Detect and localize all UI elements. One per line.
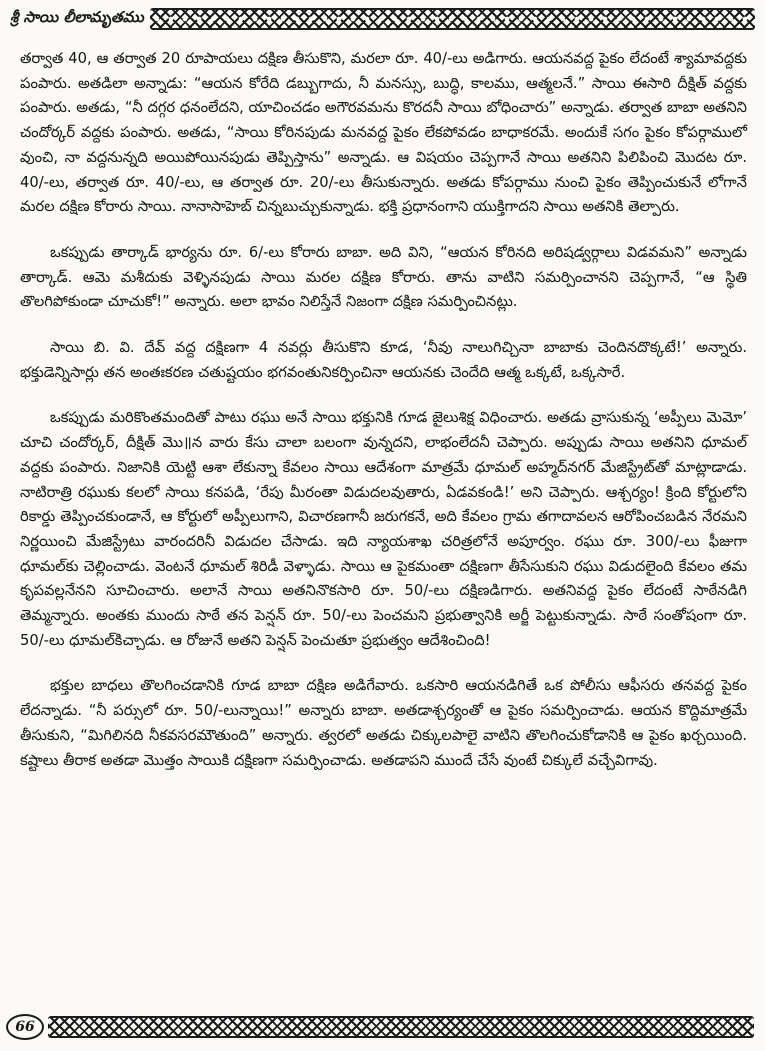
paragraph: భక్తుల బాధలు తొలగించడానికి గూడ బాబా దక్షిణ అడిగేవారు. ఒకసారి ఆయనడిగితే ఒక పోలీసు ఆఫీసరు తనవద్ద పైకం లేదన్నాడు. “నీ పర్సులో రూ. 50/-లున్నాయి!” అన్నారు బాబా. అతడాశ్చర్యంతో ఆ పైకం సమర్పించాడు. ఆయన కొద్దిమాత్రమే తీసుకుని, “మిగిలినది నీకవసరమౌతుంది” అన్నారు. త్వరలో అతడు చిక్కులపాలై వాటిని తొలగించుకోడానికి ఆ పైకం ఖర్చయింది. కష్టాలు తీరాక అతడా మొత్తం సాయికి దక్షిణగా సమర్పించాడు. అతడాపని ముందే చేసే వుంటే చిక్కులే వచ్చేవిగావు. (20, 677, 747, 769)
running-header (10, 6, 755, 32)
paragraph: ఒకప్పుడు తార్కాడ్ భార్యను రూ. 6/-లు కోరారు బాబా. అది విని, “ఆయన కోరినది అరిషడ్వర్గాలు విడవమని” అన్నాడు తార్కాడ్. ఆమె మశీదుకు వెళ్ళినపుడు సాయి మరల దక్షిణ కోరారు. తాను వాటిని సమర్పించానని చెప్పగానే, “ఆ స్థితి తొలగిపోకుండా చూచుకో!” అన్నారు. అలా భావం నిలిస్తేనే నిజంగా దక్షిణ సమర్పించినట్లు. (20, 243, 747, 311)
page-body (20, 47, 747, 794)
header-ornamental-border (150, 8, 755, 30)
paragraph: సాయి బి. వి. దేవ్ వద్ద దక్షిణగా 4 నవర్లు తీసుకొని కూడ, ‘నీవు నాలుగిచ్చినా బాబాకు చెందినదొక్కటే!’ అన్నారు. భక్తుడెన్నిసార్లు తన అంతఃకరణ చతుష్టయం భగవంతునికర్పించినా ఆయనకు చెందేది ఆత్మ ఒక్కటే, ఒక్కసారే. (20, 339, 747, 381)
paragraph: ఒకప్పుడు మరికొంతమందితో పాటు రఘు అనే సాయి భక్తునికి గూడ జైలుశిక్ష విధించారు. అతడు వ్రాసుకున్న ‘అప్పీలు మెమో’ చూచి చందోర్కర్, దీక్షిత్ మొ॥న వారు కేసు చాలా బలంగా వున్నదని, లాభంలేదనీ చెప్పారు. అప్పుడు సాయి అతనిని ధూమల్ వద్దకు పంపారు. నిజానికి యెట్టి ఆశా లేకున్నా కేవలం సాయి ఆదేశంగా మాత్రమే ధూమల్ అహ్మద్‌నగర్ మేజిస్ట్రేట్‌తో మాట్లాడాడు. నాటిరాత్రి రఘుకు కలలో సాయి కనపడి, ‘రేపు మీరంతా విడుదలవుతారు, ఏడవకండి!’ అని చెప్పారు. ఆశ్చర్యం! క్రింది కోర్టులోని రికార్డు తెప్పించకుండానే, ఆ కోర్టులో అప్పీలుగాని, విచారణగానీ జరుగకనే, అది కేవలం గ్రామ తగాదావలన ఆరోపించబడిన నేరమని నిర్ణయించి మేజిస్ట్రేటు వారందరినీ విడుదల చేసాడు. ఇది న్యాయశాఖ చరిత్రలోనే అపూర్వం. రఘు రూ. 300/-లు ఫీజుగా ధూమల్‌కు చెల్లించాడు. వెంటనే ధూమల్ శిరిడీ వెళ్ళాడు. సాయి ఆ పైకమంతా దక్షిణగా తీసేసుకుని రఘు విడుదలైంది కేవలం తమ కృపవల్లనేనని సూచించారు. అలానే సాయి అతనినొకసారి రూ. 50/-లు దక్షిణడిగారు. అతనివద్ద పైకం లేదంటే సాఠేనడిగి తెమ్మన్నారు. అంతకు ముందు సాఠే తన పెన్షన్ రూ. 50/-లు పెంచమని ప్రభుత్వానికి అర్జీ పెట్టుకున్నాడు. సాఠే సంతోషంగా రూ. 50/-లు ధూమల్‌కిచ్చాడు. ఆ రోజునే అతని పెన్షన్ పెంచుతూ ప్రభుత్వం ఆదేశించింది! (20, 409, 747, 649)
page-number: 66 (6, 1014, 44, 1040)
paragraph: తర్వాత 40, ఆ తర్వాత 20 రూపాయలు దక్షిణ తీసుకొని, మరలా రూ. 40/-లు అడిగారు. ఆయనవద్ద పైకం లేదంటే శ్యామావద్దకు పంపారు. అతడిలా అన్నాడు: “ఆయన కోరేది డబ్బుగాదు, నీ మనస్సు, బుద్ధి, కాలము, ఆత్మలనే.” సాయి ఈసారి దీక్షిత్ వద్దకు పంపారు. అతడు, “నీ దగ్గర ధనంలేదని, యాచించడం అగౌరవమను కొరదనీ సాయి బోధించారు” అన్నాడు. తర్వాత బాబా అతనిని చందోర్కర్ వద్దకు పంపారు. అతడు, “సాయి కోరినపుడు మనవద్ద పైకం లేకపోవడం బాధాకరమే. అందుకే సగం పైకం కోపర్గాములో వుంచి, నా వద్దనున్నది అయిపోయినపుడు తెప్పిస్తాను” అన్నాడు. ఆ విషయం చెప్పగానే సాయి అతనిని పిలిపించి మొదట రూ. 40/-లు, తర్వాత రూ. 40/-లు, ఆ తర్వాత రూ. 20/-లు తీసుకున్నారు. అతడు కోపర్గాము నుంచి పైకం తెప్పించుకునే లోగానే మరల దక్షిణ కోరారు సాయి. నానాసాహెబ్ చిన్నబుచ్చుకున్నాడు. భక్తి ప్రధానంగాని యుక్తిగాదని సాయి అతనికి తెల్పారు. (20, 50, 747, 216)
book-title: శ్రీ సాయి లీలామృతము (10, 8, 144, 26)
footer-ornamental-border (48, 1016, 754, 1038)
page-footer (6, 1013, 754, 1041)
